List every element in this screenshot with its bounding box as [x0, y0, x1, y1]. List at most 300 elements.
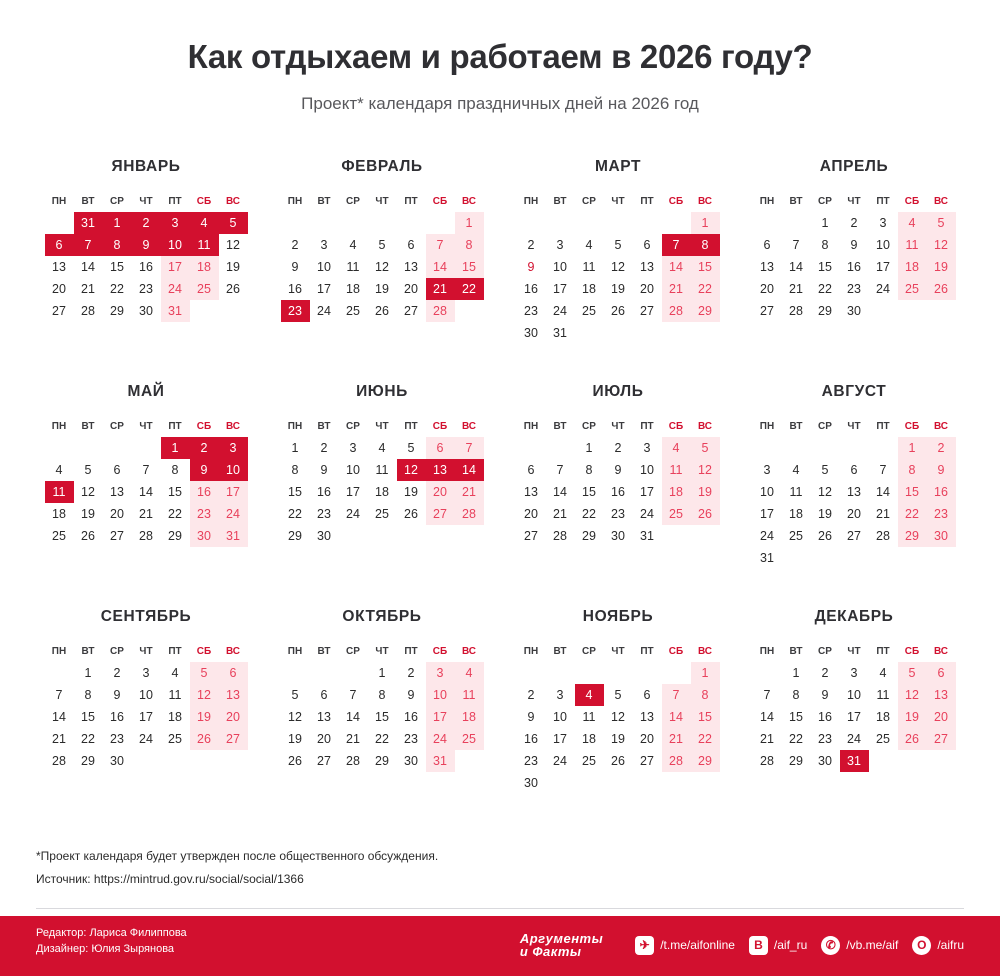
note-disclaimer: *Проект календаря будет утвержден после общественного обсуждения. — [36, 849, 439, 863]
calendar-day: 30 — [847, 304, 861, 318]
calendar-day: 1 — [161, 437, 190, 459]
day-of-week-header: СБ — [196, 420, 212, 432]
calendar-day: 27 — [317, 754, 331, 768]
social-link-label: /aif_ru — [773, 938, 808, 952]
calendar-day: 2 — [291, 238, 299, 252]
calendar-empty-cell — [45, 212, 74, 234]
day-of-week-header: ПН — [51, 420, 67, 432]
calendar-day: 4 — [378, 441, 386, 455]
calendar-day: 17 — [847, 710, 861, 724]
day-of-week-header: СБ — [904, 645, 920, 657]
calendar-day: 22 — [168, 507, 182, 521]
calendar-day: 30 — [818, 754, 832, 768]
calendar-day: 23 — [139, 282, 153, 296]
calendar-day: 9 — [407, 688, 415, 702]
calendar-day: 20 — [847, 507, 861, 521]
calendar-empty-cell — [604, 662, 633, 684]
calendar-day: 16 — [611, 485, 625, 499]
day-of-week-header: СБ — [432, 195, 448, 207]
calendar-empty-cell — [310, 212, 339, 234]
calendar-day: 11 — [346, 260, 360, 274]
calendar-day: 26 — [691, 503, 720, 525]
calendar-day: 25 — [346, 304, 360, 318]
calendar-day: 22 — [81, 732, 95, 746]
month-name: МАРТ — [594, 158, 642, 175]
calendar-day: 12 — [927, 234, 956, 256]
month-name: ФЕВРАЛЬ — [341, 158, 423, 175]
day-of-week-header: ВС — [933, 420, 949, 432]
calendar-day: 28 — [139, 529, 153, 543]
calendar-empty-cell — [662, 212, 691, 234]
day-of-week-header: ВТ — [317, 645, 331, 657]
calendar-day: 8 — [455, 234, 484, 256]
social-link[interactable] — [912, 936, 964, 955]
month-block — [264, 148, 500, 373]
calendar-day: 19 — [691, 481, 720, 503]
calendar-day: 31 — [640, 529, 654, 543]
calendar-empty-cell — [103, 437, 132, 459]
calendar-day: 29 — [81, 754, 95, 768]
calendar-day: 30 — [110, 754, 124, 768]
calendar-day: 17 — [876, 260, 890, 274]
calendar-day: 21 — [760, 732, 774, 746]
day-of-week-header: ВС — [461, 645, 477, 657]
calendar-day: 12 — [190, 684, 219, 706]
calendar-day: 30 — [317, 529, 331, 543]
calendar-day: 3 — [349, 441, 357, 455]
calendar-day: 19 — [288, 732, 302, 746]
calendar-day: 29 — [818, 304, 832, 318]
day-of-week-header: СР — [346, 645, 360, 657]
calendar-day: 23 — [524, 754, 538, 768]
day-of-week-header: ВС — [697, 645, 713, 657]
calendar-day: 24 — [876, 282, 890, 296]
calendar-day: 10 — [760, 485, 774, 499]
calendar-day: 8 — [585, 463, 593, 477]
calendar-day: 29 — [375, 754, 389, 768]
calendar-day: 3 — [426, 662, 455, 684]
calendar-day: 3 — [556, 238, 564, 252]
calendar-day: 23 — [818, 732, 832, 746]
calendar-day: 17 — [346, 485, 360, 499]
calendar-day: 23 — [317, 507, 331, 521]
day-of-week-header: ПТ — [404, 645, 418, 657]
calendar-day: 24 — [426, 728, 455, 750]
day-of-week-header: ПТ — [640, 645, 654, 657]
calendar-empty-cell — [397, 212, 426, 234]
calendar-day: 17 — [161, 256, 190, 278]
calendar-empty-cell — [753, 662, 782, 684]
calendar-day: 17 — [553, 282, 567, 296]
calendar-empty-cell — [517, 437, 546, 459]
calendar-day: 27 — [640, 304, 654, 318]
calendar-empty-cell — [575, 212, 604, 234]
day-of-week-header: ВТ — [789, 645, 803, 657]
calendar-day: 11 — [168, 688, 182, 702]
calendar-day: 9 — [821, 688, 829, 702]
calendar-day: 13 — [426, 459, 455, 481]
calendar-day: 24 — [847, 732, 861, 746]
month-grid — [517, 190, 720, 344]
calendar-day: 12 — [898, 684, 927, 706]
calendar-day: 5 — [291, 688, 299, 702]
calendar-day: 1 — [691, 212, 720, 234]
calendar-day: 22 — [691, 728, 720, 750]
calendar-day: 2 — [132, 212, 161, 234]
calendar-day: 4 — [455, 662, 484, 684]
telegram-icon: ✈ — [635, 936, 654, 955]
calendar-day: 29 — [789, 754, 803, 768]
credits — [36, 926, 187, 958]
calendar-day: 11 — [582, 710, 596, 724]
calendar-empty-cell — [310, 662, 339, 684]
calendar-day: 1 — [821, 216, 829, 230]
calendar-day: 26 — [226, 282, 240, 296]
calendar-day: 10 — [553, 260, 567, 274]
day-of-week-header: СР — [346, 195, 360, 207]
calendar-day: 18 — [190, 256, 219, 278]
calendar-day: 14 — [760, 710, 774, 724]
calendar-day: 21 — [553, 507, 567, 521]
calendar-day: 1 — [898, 437, 927, 459]
day-of-week-header: ПН — [287, 195, 303, 207]
calendar-day: 7 — [879, 463, 887, 477]
calendar-day: 17 — [553, 732, 567, 746]
calendar-day: 24 — [161, 278, 190, 300]
calendar-day: 15 — [789, 710, 803, 724]
day-of-week-header: ПН — [287, 645, 303, 657]
calendar-empty-cell — [633, 212, 662, 234]
calendar-day: 25 — [455, 728, 484, 750]
month-name: АПРЕЛЬ — [819, 158, 889, 175]
calendar-day: 26 — [190, 728, 219, 750]
calendar-day: 18 — [898, 256, 927, 278]
calendar-day: 13 — [640, 710, 654, 724]
calendar-day: 6 — [850, 463, 858, 477]
day-of-week-header: СБ — [196, 195, 212, 207]
calendar-day: 8 — [792, 688, 800, 702]
day-of-week-header: ПТ — [404, 195, 418, 207]
calendar-day: 28 — [81, 304, 95, 318]
calendar-day: 18 — [375, 485, 389, 499]
calendar-empty-cell — [753, 212, 782, 234]
calendar-day: 3 — [556, 688, 564, 702]
day-of-week-header: ПН — [287, 420, 303, 432]
calendar-day: 6 — [927, 662, 956, 684]
calendar-day: 19 — [81, 507, 95, 521]
day-of-week-header: СР — [582, 645, 596, 657]
day-of-week-header: ПН — [523, 195, 539, 207]
month-grid — [281, 415, 484, 547]
calendar-day: 27 — [110, 529, 124, 543]
brand-line-2: и Факты — [519, 944, 582, 959]
calendar-day: 1 — [691, 662, 720, 684]
calendar-day: 22 — [110, 282, 124, 296]
calendar-day: 27 — [640, 754, 654, 768]
calendar-day: 6 — [320, 688, 328, 702]
day-of-week-header: ВС — [697, 195, 713, 207]
calendar-day: 1 — [792, 666, 800, 680]
calendar-empty-cell — [132, 437, 161, 459]
calendar-day: 6 — [426, 437, 455, 459]
calendar-empty-cell — [811, 437, 840, 459]
calendar-empty-cell — [281, 662, 310, 684]
calendar-day: 29 — [898, 525, 927, 547]
calendar-day: 9 — [527, 260, 535, 274]
calendar-day: 15 — [375, 710, 389, 724]
calendar-day: 26 — [611, 304, 625, 318]
calendar-day: 14 — [81, 260, 95, 274]
month-block — [500, 373, 736, 598]
calendar-empty-cell — [339, 212, 368, 234]
calendar-day: 8 — [821, 238, 829, 252]
day-of-week-header: СБ — [196, 645, 212, 657]
calendar-day: 25 — [662, 503, 691, 525]
calendar-day: 12 — [226, 238, 240, 252]
calendar-day: 20 — [524, 507, 538, 521]
calendar-day: 17 — [760, 507, 774, 521]
day-of-week-header: ПТ — [876, 645, 890, 657]
calendar-day: 10 — [161, 234, 190, 256]
day-of-week-header: ПН — [759, 645, 775, 657]
month-grid — [517, 640, 720, 794]
calendar-day: 11 — [375, 463, 389, 477]
calendar-day: 12 — [611, 710, 625, 724]
calendar-day: 26 — [288, 754, 302, 768]
calendar-day: 23 — [281, 300, 310, 322]
day-of-week-header: СБ — [668, 645, 684, 657]
calendar-day: 11 — [45, 481, 74, 503]
calendar-day: 31 — [219, 525, 248, 547]
calendar-day: 7 — [763, 688, 771, 702]
calendar-day: 10 — [876, 238, 890, 252]
calendar-day: 21 — [426, 278, 455, 300]
calendar-day: 4 — [662, 437, 691, 459]
calendar-day: 28 — [662, 750, 691, 772]
calendar-day: 15 — [455, 256, 484, 278]
calendar-day: 28 — [876, 529, 890, 543]
day-of-week-header: ПН — [51, 195, 67, 207]
calendar-day: 10 — [139, 688, 153, 702]
calendar-day: 25 — [168, 732, 182, 746]
footer-divider — [36, 908, 964, 909]
day-of-week-header: ВС — [697, 420, 713, 432]
month-name: СЕНТЯБРЬ — [100, 608, 192, 625]
calendar-day: 25 — [876, 732, 890, 746]
calendar-day: 20 — [760, 282, 774, 296]
day-of-week-header: СР — [582, 195, 596, 207]
day-of-week-header: ЧТ — [139, 645, 153, 657]
calendar-day: 8 — [103, 234, 132, 256]
calendar-day: 5 — [691, 437, 720, 459]
calendar-day: 16 — [818, 710, 832, 724]
calendar-day: 16 — [927, 481, 956, 503]
day-of-week-header: ВТ — [317, 420, 331, 432]
day-of-week-header: ЧТ — [139, 195, 153, 207]
calendar-day: 26 — [927, 278, 956, 300]
social-link[interactable] — [635, 936, 735, 955]
calendar-day: 17 — [640, 485, 654, 499]
calendar-day: 14 — [553, 485, 567, 499]
social-links — [520, 932, 964, 958]
calendar-day: 11 — [662, 459, 691, 481]
day-of-week-header: СР — [818, 195, 832, 207]
calendar-day: 23 — [927, 503, 956, 525]
calendar-day: 16 — [110, 710, 124, 724]
calendar-day: 24 — [346, 507, 360, 521]
calendar-day: 28 — [760, 754, 774, 768]
day-of-week-header: ПН — [759, 420, 775, 432]
social-link[interactable] — [749, 936, 807, 955]
month-grid — [45, 415, 248, 547]
day-of-week-header: СБ — [432, 420, 448, 432]
calendar-day: 21 — [52, 732, 66, 746]
calendar-day: 30 — [611, 529, 625, 543]
day-of-week-header: СР — [818, 420, 832, 432]
day-of-week-header: ЧТ — [611, 195, 625, 207]
day-of-week-header: СР — [110, 420, 124, 432]
day-of-week-header: ЧТ — [611, 420, 625, 432]
calendar-day: 18 — [52, 507, 66, 521]
calendar-day: 11 — [190, 234, 219, 256]
month-name: НОЯБРЬ — [582, 608, 654, 625]
calendar-empty-cell — [546, 437, 575, 459]
calendar-day: 18 — [168, 710, 182, 724]
calendar-day: 25 — [582, 754, 596, 768]
calendar-empty-cell — [546, 662, 575, 684]
calendar-day: 16 — [524, 282, 538, 296]
calendar-day: 21 — [662, 728, 691, 750]
calendar-day: 15 — [110, 260, 124, 274]
calendar-day: 1 — [378, 666, 386, 680]
day-of-week-header: ВТ — [553, 195, 567, 207]
calendar-day: 13 — [404, 260, 418, 274]
calendar-day: 7 — [455, 437, 484, 459]
calendar-day: 2 — [527, 688, 535, 702]
calendar-day: 13 — [317, 710, 331, 724]
day-of-week-header: ЧТ — [139, 420, 153, 432]
calendar-day: 13 — [110, 485, 124, 499]
credit-editor: Редактор: Лариса Филиппова — [36, 927, 187, 939]
calendar-day: 8 — [171, 463, 179, 477]
calendar-day: 18 — [789, 507, 803, 521]
calendar-day: 5 — [821, 463, 829, 477]
calendar-day: 15 — [582, 485, 596, 499]
calendar-day: 9 — [132, 234, 161, 256]
calendar-day: 16 — [524, 732, 538, 746]
day-of-week-header: ВС — [225, 420, 241, 432]
day-of-week-header: СБ — [668, 195, 684, 207]
calendar-day: 24 — [760, 529, 774, 543]
day-of-week-header: ВТ — [553, 645, 567, 657]
day-of-week-header: ВТ — [81, 420, 95, 432]
calendar-day: 10 — [640, 463, 654, 477]
calendar-day: 31 — [760, 551, 774, 565]
calendar-day: 13 — [640, 260, 654, 274]
calendar-day: 4 — [585, 238, 593, 252]
calendar-day: 5 — [84, 463, 92, 477]
calendar-empty-cell — [426, 212, 455, 234]
calendar-day: 27 — [524, 529, 538, 543]
calendar-day: 7 — [74, 234, 103, 256]
calendar-day: 28 — [52, 754, 66, 768]
calendar-day: 7 — [792, 238, 800, 252]
calendar-day: 10 — [553, 710, 567, 724]
calendar-day: 6 — [643, 688, 651, 702]
calendar-day: 12 — [375, 260, 389, 274]
calendar-day: 7 — [556, 463, 564, 477]
calendar-day: 18 — [455, 706, 484, 728]
calendar-day: 20 — [317, 732, 331, 746]
day-of-week-header: ВТ — [81, 195, 95, 207]
calendar-day: 16 — [847, 260, 861, 274]
month-block — [736, 598, 972, 823]
calendar-day: 2 — [614, 441, 622, 455]
month-name: МАЙ — [127, 383, 165, 400]
calendar-empty-cell — [782, 212, 811, 234]
day-of-week-header: ПН — [523, 420, 539, 432]
calendar-day: 12 — [397, 459, 426, 481]
month-grid — [45, 640, 248, 772]
calendar-day: 9 — [527, 710, 535, 724]
calendar-day: 22 — [898, 503, 927, 525]
social-link[interactable] — [821, 936, 898, 955]
calendar-day: 24 — [139, 732, 153, 746]
day-of-week-header: ЧТ — [611, 645, 625, 657]
calendar-day: 20 — [52, 282, 66, 296]
calendar-day: 4 — [190, 212, 219, 234]
calendar-day: 20 — [219, 706, 248, 728]
calendar-day: 24 — [219, 503, 248, 525]
calendar-empty-cell — [840, 437, 869, 459]
calendar-day: 19 — [611, 282, 625, 296]
calendar-day: 10 — [317, 260, 331, 274]
calendar-day: 17 — [139, 710, 153, 724]
calendar-day: 18 — [346, 282, 360, 296]
calendar-day: 15 — [168, 485, 182, 499]
calendar-day: 15 — [818, 260, 832, 274]
calendar-day: 12 — [288, 710, 302, 724]
day-of-week-header: СР — [346, 420, 360, 432]
day-of-week-header: СБ — [904, 420, 920, 432]
calendar-day: 20 — [426, 481, 455, 503]
calendar-day: 9 — [113, 688, 121, 702]
calendar-day: 25 — [898, 278, 927, 300]
calendar-day: 1 — [291, 441, 299, 455]
calendar-day: 31 — [161, 300, 190, 322]
month-block — [28, 148, 264, 373]
calendar-day: 23 — [524, 304, 538, 318]
calendar-empty-cell — [869, 437, 898, 459]
calendar-day: 20 — [110, 507, 124, 521]
calendar-day: 31 — [74, 212, 103, 234]
calendar-day: 6 — [763, 238, 771, 252]
calendar-day: 1 — [585, 441, 593, 455]
calendar-day: 7 — [662, 234, 691, 256]
calendar-day: 15 — [81, 710, 95, 724]
calendar-day: 30 — [139, 304, 153, 318]
day-of-week-header: ПТ — [876, 195, 890, 207]
calendar-day: 22 — [582, 507, 596, 521]
month-block — [500, 598, 736, 823]
calendar-day: 10 — [847, 688, 861, 702]
day-of-week-header: СР — [582, 420, 596, 432]
day-of-week-header: ПТ — [168, 645, 182, 657]
calendar-day: 14 — [455, 459, 484, 481]
calendar-day: 1 — [455, 212, 484, 234]
calendar-day: 30 — [404, 754, 418, 768]
calendar-day: 2 — [320, 441, 328, 455]
